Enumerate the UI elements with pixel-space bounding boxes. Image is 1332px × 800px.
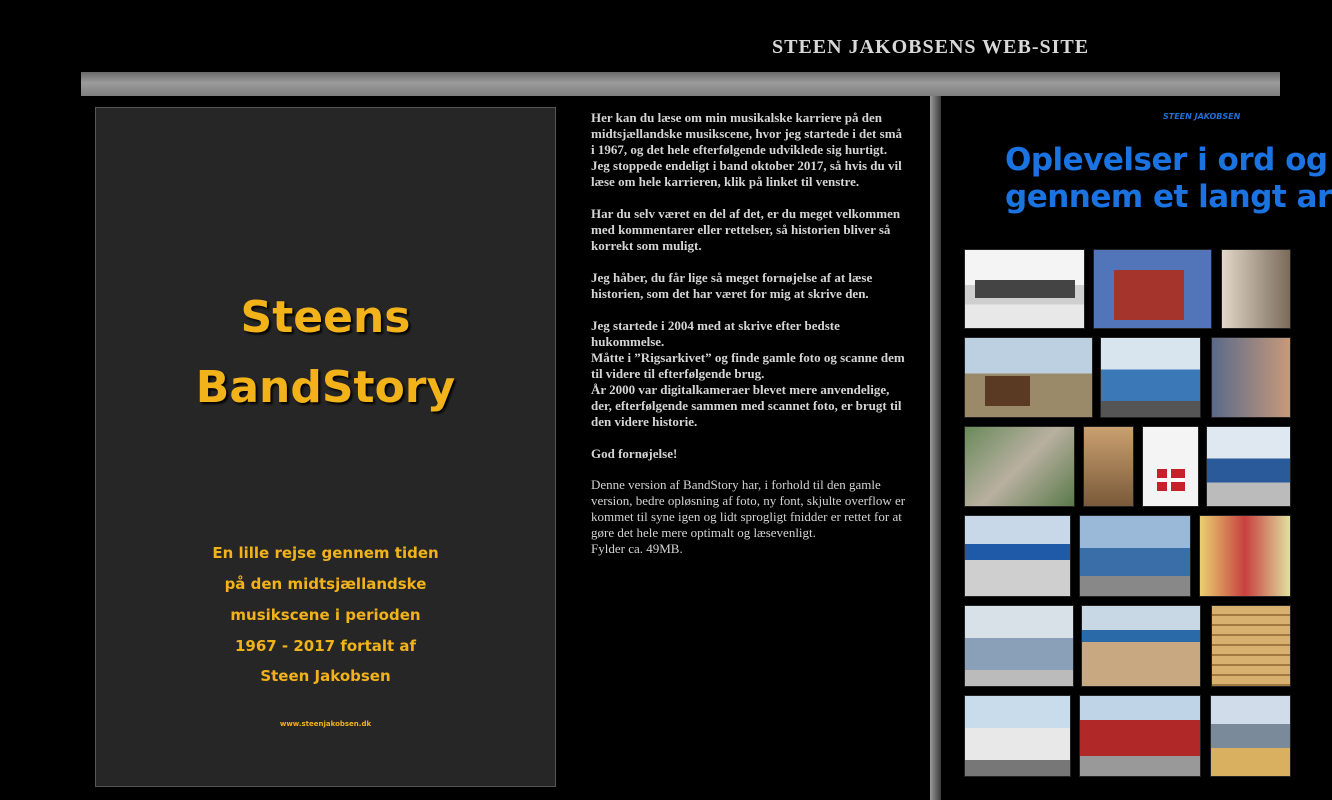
photo-thumbnail: [1081, 605, 1201, 687]
photo-thumbnail: [1199, 515, 1291, 597]
second-cover-headline: Oplevelser i ord og: [1005, 142, 1328, 178]
intro-paragraph: Måtte i ”Rigsarkivet” og finde gamle foto og scanne dem til videre til efterfølgende brug.: [591, 350, 905, 381]
panel-divider-shadow: [930, 96, 941, 800]
photo-thumbnail: [1211, 605, 1291, 687]
photo-thumbnail: [1079, 515, 1191, 597]
intro-paragraph: Jeg startede i 2004 med at skrive efter bedste hukommelse.: [591, 318, 840, 349]
photo-thumbnail: [964, 695, 1071, 777]
photo-thumbnail: [964, 337, 1093, 418]
photo-thumbnail: [1079, 695, 1201, 777]
intro-paragraph: Her kan du læse om min musikalske karriere på den midtsjællandske musikscene, hvor jeg startede i det små i 1967, og det hele efterfølgende udviklede sig hurtigt.: [591, 110, 903, 157]
version-note: Denne version af BandStory har, i forhold til den gamle version, bedre opløsning af foto, ny font, skjulte overflow er kommet til syne igen og lidt sprogligt fnidder er rettet for at gøre det hele mere optimalt og læsevenligt.: [591, 477, 906, 540]
intro-paragraph: Jeg stoppede endeligt i band oktober 2017, så hvis du vil læse om hele karrieren, klik på linket til venstre.: [591, 158, 902, 189]
second-cover-headline: gennem et langt ar: [1005, 179, 1332, 215]
site-title: STEEN JAKOBSENS WEB-SITE: [772, 36, 1090, 58]
intro-paragraph: År 2000 var digitalkameraer blevet mere anvendelige, der, efterfølgende sammen med scannet foto, er brugt til den videre historie.: [591, 382, 902, 429]
photo-thumbnail: [1093, 249, 1212, 329]
intro-paragraph: Har du selv været en del af det, er du meget velkommen med kommentarer eller rettelser, så historien bliver så korrekt som muligt.: [591, 206, 901, 253]
photo-thumbnail: [1083, 426, 1134, 507]
intro-paragraph: Jeg håber, du får lige så meget fornøjelse af at læse historien, som det har været for mig at skrive den.: [591, 270, 873, 301]
photo-thumbnail: [1211, 337, 1291, 418]
second-cover-author: STEEN JAKOBSEN: [1163, 112, 1241, 121]
greeting: God fornøjelse!: [591, 446, 678, 461]
cover-subtitle-line: på den midtsjællandske: [224, 575, 427, 593]
bandstory-cover-link[interactable]: [95, 107, 556, 787]
photo-thumbnail: [964, 249, 1085, 329]
photo-thumbnail: [1210, 695, 1291, 777]
file-size-note: Fylder ca. 49MB.: [591, 541, 683, 556]
photo-thumbnail: [1221, 249, 1291, 329]
cover-title-line2: BandStory: [195, 362, 456, 413]
cover-subtitle-line: Steen Jakobsen: [260, 667, 391, 685]
photo-thumbnail: [964, 515, 1071, 597]
cover-url: www.steenjakobsen.dk: [279, 720, 372, 728]
photo-thumbnail: [964, 426, 1075, 507]
cover-subtitle-line: En lille rejse gennem tiden: [212, 544, 439, 562]
oplevelser-cover-link[interactable]: [941, 96, 1332, 800]
photo-thumbnail: [1100, 337, 1201, 418]
cover-subtitle-line: 1967 - 2017 fortalt af: [234, 637, 417, 655]
cover-subtitle-line: musikscene i perioden: [230, 606, 421, 624]
header-divider-bar: [81, 72, 1280, 96]
intro-text: [591, 110, 906, 557]
cover-title-line1: Steens: [240, 292, 411, 343]
photo-thumbnail: [1142, 426, 1199, 507]
photo-thumbnail: [1206, 426, 1291, 507]
photo-thumbnail: [964, 605, 1074, 687]
